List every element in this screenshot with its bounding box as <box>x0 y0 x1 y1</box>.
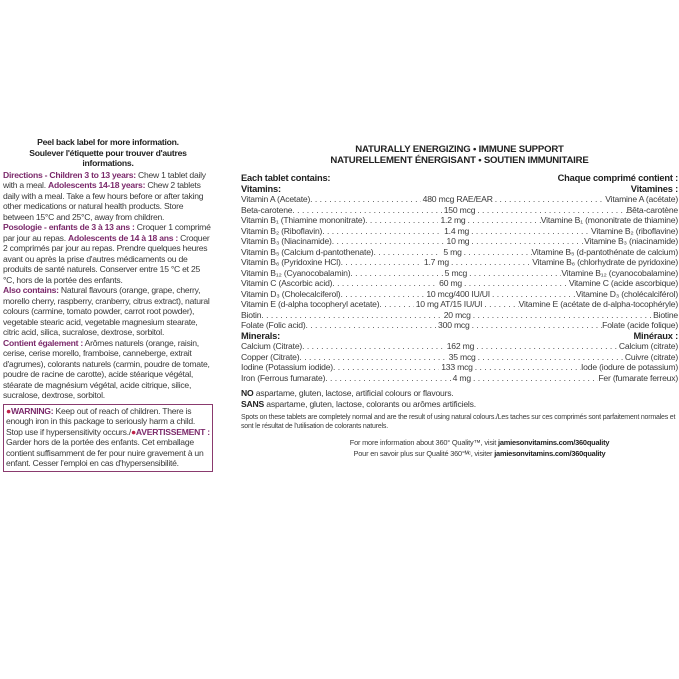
direction-text: Chew 2 tablets daily with a meal. Take a few hours before or after taking other medications or natural health products. Store between 15°C and 25°C, away from children. <box>3 180 204 222</box>
direction-heading: Posologie - enfants de 3 à 13 ans : <box>3 222 135 232</box>
each-fr: Chaque comprimé contient : <box>557 173 678 183</box>
nutrient-name-fr: Cuivre (citrate) <box>624 351 678 362</box>
nutrient-name-en: Iodine (Potassium iodide) <box>241 362 333 372</box>
nutrient-name-fr: Calcium (citrate) <box>618 341 678 351</box>
direction-heading: Directions - Children 3 to 13 years: <box>3 169 136 180</box>
dot-leader <box>365 215 438 226</box>
dot-leader <box>471 226 591 237</box>
vitamins-heading <box>241 184 678 195</box>
dot-leader <box>379 299 413 310</box>
no-text: aspartame, gluten, lactose, artificial colours or flavours. <box>253 388 454 398</box>
vitamins-list <box>241 194 678 331</box>
nutrient-amount: 20 mcg <box>443 309 471 320</box>
nutrient-row <box>241 352 678 363</box>
nutrient-amount: 480 mcg RAE/EAR <box>422 194 493 204</box>
no-label: NO <box>241 388 254 398</box>
nutrient-row <box>241 194 678 205</box>
dot-leader <box>332 236 445 247</box>
url-link[interactable]: jamiesonvitamins.com/360quality <box>494 449 606 458</box>
also-contains-label: Also contains: <box>3 285 59 295</box>
dot-leader <box>476 341 619 352</box>
nutrient-name-en: Vitamin B₅ (Calcium d-pantothenate) <box>241 246 374 257</box>
nutrient-amount: 10 mcg/400 IU/UI <box>426 288 490 299</box>
nutrient-row <box>241 236 678 247</box>
nutrient-amount: 150 mcg <box>443 204 476 215</box>
nutrient-amount: 300 mcg <box>438 320 470 330</box>
more-en: For more information about 360° Quality™, visit <box>349 438 498 447</box>
avertissement-label: AVERTISSEMENT : <box>135 426 210 437</box>
minerals-en: Minerals: <box>241 330 281 341</box>
nutrient-name-en: Vitamin A (Acetate) <box>241 194 311 204</box>
dot-leader <box>261 310 441 321</box>
nutrient-row <box>241 310 678 321</box>
nutrient-row <box>241 268 678 279</box>
direction-heading: Adolescents de 14 à 18 ans : <box>68 232 179 243</box>
nutrient-amount: 1.4 mg <box>444 225 470 236</box>
dot-leader <box>471 236 584 247</box>
minerals-fr: Minéraux : <box>633 330 678 341</box>
dot-leader <box>350 268 442 279</box>
nutrient-name-en: Copper (Citrate) <box>241 351 300 362</box>
dot-leader <box>306 320 437 331</box>
nutrient-row <box>241 215 678 226</box>
nutrient-amount: 162 mg <box>446 341 475 351</box>
dot-leader <box>292 205 441 216</box>
nutrient-name-en: Beta-carotene <box>241 204 293 215</box>
nutrient-name-fr: Bêta-carotène <box>626 204 678 215</box>
also-contains-text: Natural flavours (orange, grape, cherry, morello cherry, raspberry, cranberry, citrus extract), natural colours (carmine, tomato powder, carrot root powder), vegetable stearic acid, vegetable magnesium stearate, citric acid, silica, sucralose, dextrose, sorbitol. <box>3 285 210 337</box>
nutrient-name-en: Vitamin B₁ (Thiamine mononitrate) <box>241 215 366 225</box>
directions-fr <box>3 222 213 285</box>
avertissement-text: Garder hors de la portée des enfants. Cet emballage contient suffisamment de fer pour nuire gravement à un enfant. Cesser l'emploi en cas d'hypersensibilité. <box>6 437 204 468</box>
nutrient-row <box>241 247 678 258</box>
nutrient-row <box>241 278 678 289</box>
nutrient-name-fr: Vitamine A (acétate) <box>605 194 678 204</box>
nutrient-amount: 35 mcg <box>448 351 476 362</box>
peel-fr: Soulever l'étiquette pour trouver d'autres informations. <box>29 147 187 168</box>
nutrient-name-en: Calcium (Citrate) <box>241 341 303 351</box>
dot-leader <box>495 194 606 205</box>
peel-en: Peel back label for more information. <box>37 137 179 147</box>
nutrient-name-fr: Folate (acide folique) <box>602 320 679 330</box>
nutrient-name-fr: Iode (iodure de potassium) <box>580 362 679 372</box>
nutrient-row <box>241 320 678 331</box>
vitamins-fr: Vitamines : <box>630 183 678 194</box>
nutrient-row <box>241 289 678 300</box>
nutrient-row <box>241 341 678 352</box>
each-en: Each tablet contains: <box>241 173 331 183</box>
dot-leader <box>302 341 445 352</box>
directions-en <box>3 170 213 223</box>
nutrient-name-en: Vitamin E (d-alpha tocopheryl acetate) <box>241 299 380 309</box>
nutrient-amount: 10 mg <box>446 236 470 246</box>
nutrient-name-en: Vitamin B₆ (Pyridoxine HCl) <box>241 257 341 267</box>
dot-leader <box>325 373 450 384</box>
nutrient-name-en: Iron (Ferrous fumarate) <box>241 372 326 383</box>
nutrient-row <box>241 226 678 237</box>
contient-text: Arômes naturels (orange, raisin, cerise, cerise morello, framboise, canneberge, extrait d'agrumes), colorants naturels (carmin, poudre de tomate, poudre de racine de carotte), acide stéarique végétal, stéarate de magnésium végétal, acide citrique, silice, sucralose, dextrose, sorbitol. <box>3 337 210 400</box>
ingredients-panel <box>241 145 678 459</box>
dot-leader <box>473 373 598 384</box>
nutrient-name-fr: Vitamine B₆ (chlorhydrate de pyridoxine) <box>532 257 678 267</box>
warning-bullet-icon: ● <box>6 405 11 416</box>
nutrient-name-fr: Fer (fumarate ferreux) <box>598 372 679 383</box>
dot-leader <box>464 278 569 289</box>
nutrient-name-en: Vitamin D₃ (Cholecalciferol) <box>241 288 341 299</box>
nutrient-amount: 5 mg <box>443 246 462 257</box>
nutrient-name-en: Vitamin B₂ (Riboflavin) <box>241 225 323 236</box>
dot-leader <box>468 215 541 226</box>
sans-text: aspartame, gluten, lactose, colorants ou arômes artificiels. <box>264 398 476 409</box>
peel-back-note <box>3 137 213 169</box>
nutrient-row <box>241 299 678 310</box>
dot-leader <box>473 310 653 321</box>
warning-box <box>3 404 213 472</box>
contient-label: Contient également : <box>3 337 83 348</box>
nutrient-amount: 1.7 mg <box>423 257 449 267</box>
dot-leader <box>492 289 576 300</box>
free-of-fr <box>241 399 678 410</box>
nutrient-row <box>241 373 678 384</box>
nutrient-row <box>241 257 678 268</box>
direction-text: Chew 1 tablet daily with a meal. <box>3 169 206 190</box>
ingredients-en <box>3 285 213 338</box>
dot-leader <box>475 362 581 373</box>
nutrient-name-fr: Vitamine B₅ (d-pantothénate de calcium) <box>531 246 679 257</box>
dot-leader <box>478 352 625 363</box>
nutrient-name-en: Biotin <box>241 309 262 320</box>
dot-leader <box>472 320 603 331</box>
warning-label: WARNING: <box>10 405 54 416</box>
more-fr: Pour en savoir plus sur Qualité 360°ᴹᶜ, visiter <box>353 449 495 458</box>
spots-note: Spots on these tablets are completely normal and are the result of using natural colours./Les taches sur ces comprimés sont parfaitement normales et sont le résultat de l'utilisation de colorants naturels. <box>241 414 676 430</box>
vitamins-en: Vitamins: <box>241 183 281 194</box>
warning-text: Keep out of reach of children. There is enough iron in this package to seriously harm a child. Stop use if hypersensitivity occurs./ <box>6 405 196 437</box>
nutrient-name-fr: Vitamine E (acétate de d-alpha-tocophéryle) <box>518 299 679 309</box>
dot-leader <box>464 247 532 258</box>
free-of-en <box>241 388 678 399</box>
nutrient-name-fr: Vitamine B₂ (riboflavine) <box>590 225 679 236</box>
nutrient-amount: 60 mg <box>439 278 463 288</box>
nutrient-name-en: Vitamin B₁₂ (Cyanocobalamin) <box>241 267 351 278</box>
dot-leader <box>373 247 441 258</box>
nutrient-name-fr: Vitamine B₃ (niacinamide) <box>584 236 679 246</box>
each-tablet-heading <box>241 173 678 184</box>
dot-leader <box>333 362 439 373</box>
nutrient-name-fr: Vitamine B₁₂ (cyanocobalamine) <box>561 267 678 278</box>
claims-header <box>241 145 678 166</box>
dot-leader <box>469 268 561 279</box>
nutrient-row <box>241 205 678 216</box>
nutrient-name-fr: Biotine <box>653 309 678 320</box>
nutrient-amount: 1.2 mg <box>440 215 466 225</box>
ingredients-fr <box>3 338 213 401</box>
nutrient-row <box>241 362 678 373</box>
dot-leader <box>332 278 437 289</box>
url-link[interactable]: jamiesonvitamins.com/360quality <box>497 438 610 447</box>
nutrient-amount: 10 mg AT/15 IU/UI <box>415 299 483 309</box>
header-en: NATURALLY ENERGIZING • IMMUNE SUPPORT <box>355 144 564 155</box>
more-info <box>241 437 678 459</box>
direction-heading: Adolescents 14-18 years: <box>48 180 146 190</box>
dot-leader <box>340 289 424 300</box>
dot-leader <box>484 299 518 310</box>
nutrient-amount: 133 mcg <box>441 362 473 372</box>
warning-bullet-icon: ● <box>130 426 136 437</box>
nutrient-name-fr: Vitamine B₁ (mononitrate de thiamine) <box>540 215 679 225</box>
dot-leader <box>477 205 626 216</box>
dot-leader <box>299 352 446 363</box>
nutrient-amount: 4 mg <box>452 372 471 383</box>
dot-leader <box>310 194 421 205</box>
nutrient-amount: 5 mcg <box>444 267 468 278</box>
minerals-heading <box>241 331 678 342</box>
nutrient-name-en: Vitamin B₃ (Niacinamide) <box>241 236 332 246</box>
header-fr: NATURELLEMENT ÉNERGISANT • SOUTIEN IMMUNITAIRE <box>330 154 589 166</box>
nutrient-name-fr: Vitamine C (acide ascorbique) <box>568 278 678 288</box>
direction-text: Croquer 1 comprimé par jour au repas. <box>3 222 211 243</box>
directions-panel <box>3 137 213 472</box>
nutrient-name-en: Vitamin C (Ascorbic acid) <box>241 278 333 288</box>
dot-leader <box>451 257 532 268</box>
nutrient-name-en: Folate (Folic acid) <box>241 320 306 330</box>
direction-text: Croquer 2 comprimés par jour au repas. Prendre quelques heures avant ou après la prise d'autres médicaments ou de produits de santé naturels. Conserver entre 15 °C et 25 °C, hors de la portée des enfants. <box>3 232 210 285</box>
dot-leader <box>322 226 442 237</box>
nutrient-name-fr: Vitamine D₃ (cholécalciférol) <box>575 288 678 299</box>
minerals-list <box>241 341 678 383</box>
dot-leader <box>341 257 422 268</box>
sans-label: SANS <box>241 398 265 409</box>
